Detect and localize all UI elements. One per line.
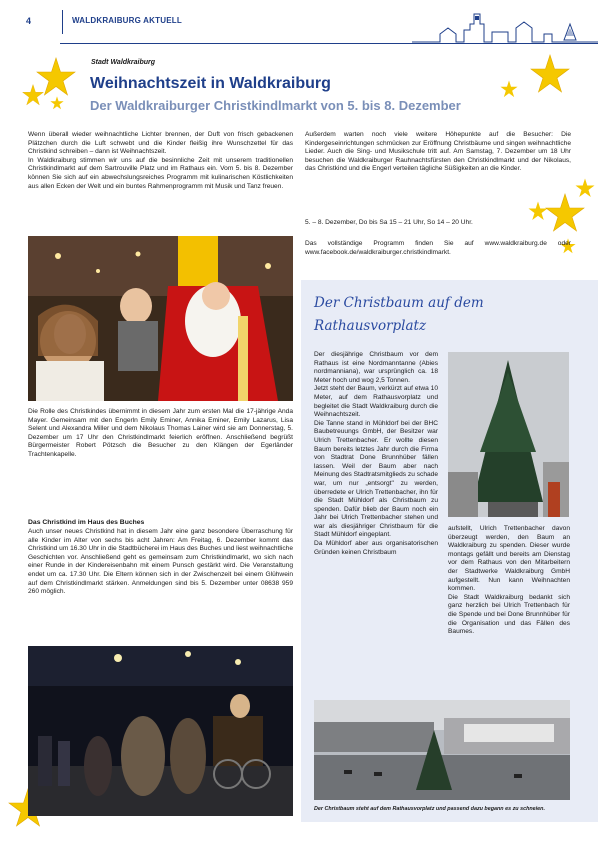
- header-divider: [62, 10, 63, 34]
- intro-text: Wenn überall wieder weihnachtliche Lichter brennen, der Duft von frisch gebackenen Plätzchen durch die Luft schwebt und die Kinder fleißig ihre Wunschzettel für das Christkind schreiben – dann ist Weihnachtszeit. In Waldkraiburg stimmen wir uns auf die besinnliche Zeit mit unserem traditionellen Christkindlmarkt auf dem Sartrouville Platz und im Rathaus ein. Vom 5. bis 8. Dezember können Sie sich auf ein abwechslungsreiches Programm mit kulinarischen Köstlichkeiten aus allen Ecken der Welt und ein buntes Rahmenprogramm mit Musik und Tanz freuen.: [28, 131, 293, 190]
- header-rule-line: [60, 43, 598, 44]
- buch-text: Auch unser neues Christkind hat in diesem Jahr eine ganz besondere Überraschung für alle Kinder im Alter von sechs bis acht Jahren: Am Freitag, 6. Dezember kommt das Christkind um 16.30 Uhr in die Stadtbücherei im Haus des Buches und liest weihnachtliche Geschichten vor. Anschließend geht es gemeinsam zum Christkindlmarkt, wo sich nach einer Runde in der Kindereisenbahn mit einem Punsch gestärkt wird. Die Veranstaltung endet um ca. 17.30 Uhr. Die Eltern können sich in der Zwischenzeit bei einem Glühwein auf dem Christkindlmarkt stärken. Anmeldungen sind bis 5. Dezember unter 08638 959 260 möglich.: [28, 528, 293, 596]
- rathausvorplatz-photo: [314, 700, 570, 800]
- star-icon: [22, 84, 44, 106]
- article-subheadline: Der Waldkraiburger Christkindlmarkt von 5. bis 8. Dezember: [90, 98, 461, 113]
- star-icon: [500, 80, 518, 98]
- star-icon: [530, 54, 570, 94]
- page-number: 4: [26, 16, 32, 26]
- christkind-text: Die Rolle des Christkindes übernimmt in diesem Jahr zum ersten Mal die 17-jährige Anda Mayer. Gemeinsam mit den Engerln Emily Eminer, Annika Eminer, Emily Lazarus, Lisa Selent und Alexandra Miller und dem Nikolaus Thomas Lainer wird sie am Donnerstag, 5. Dezember um 17 Uhr den Christkindlmarkt feierlich eröffnen. Anschließend begrüßt Bürgermeister Robert Pötzsch die Besucher zu den Klängen der Egerländer Trachtenkapelle.: [28, 408, 293, 458]
- buch-heading: Das Christkind im Haus des Buches: [28, 519, 145, 526]
- rauhnacht-parade-photo: [28, 646, 293, 816]
- box-title: Der Christbaum auf dem Rathausvorplatz: [314, 295, 484, 334]
- box-caption: Der Christbaum steht auf dem Rathausvorplatz und passend dazu begann es zu schneien.: [314, 806, 545, 812]
- star-icon: [50, 96, 64, 110]
- article-kicker: Stadt Waldkraiburg: [91, 59, 156, 66]
- article-headline: Weihnachtszeit in Waldkraiburg: [90, 75, 331, 92]
- christkind-nikolaus-photo: [28, 236, 293, 401]
- dates-text: 5. – 8. Dezember, Do bis Sa 15 – 21 Uhr, So 14 – 20 Uhr.: [305, 219, 473, 226]
- program-text: Das vollständige Programm finden Sie auf www.waldkraiburg.de oder www.facebook.de/waldkraiburger.christkindlmarkt.: [305, 240, 571, 256]
- skyline-icon: [412, 8, 598, 44]
- box-left-text: Der diesjährige Christbaum vor dem Rathaus ist eine Nordmanntanne (Abies nordmanniana), war ursprünglich ca. 18 Meter hoch und wog 2,5 Tonnen. Jetzt steht der Baum, verkürzt auf etwa 10 Meter, auf dem Rathausvorplatz und begleitet die Stadt Waldkraiburg durch die Weihnachtszeit. Die Tanne stand in Mühldorf bei der BHC Baubetreuungs GmbH, der Besitzer war Ulrich Trettenbacher. Er wollte diesen Baum bereits letztes Jahr durch die Firma von Stadtrat Done Brunnhüber fällen lassen. Weil der Baum aber nach Meinung des Stadtratsmitglieds zu schade war, um nur „entsorgt" zu werden, überredete er Ulrich Trettenbacher, ihn für die Stadt Mühldorf als Christbaum zu spenden. Dafür blieb der Baum noch ein Jahr bei Ulrich Trettenbacher stehen und war als diesjähriger Christbaum für die Stadt Mühldorf eingeplant. Da Mühldorf aber aus organisatorischen Gründen keinen Christbaum: [314, 351, 438, 556]
- box-right-text: aufstellt, Ulrich Trettenbacher davon überzeugt werden, den Baum an Waldkraiburg zu spenden. Dieser wurde montags gefällt und bereits am Dienstag vor dem Rathaus von den Mitarbeitern der Stadtwerke Waldkraiburg GmbH aufgestellt. Nun kann Weihnachten kommen. Die Stadt Waldkraiburg bedankt sich ganz herzlich bei Ulrich Trettenbach für die Spende und bei Done Brunnhüber für die Organisation und das Fällen des Baumes.: [448, 525, 570, 636]
- right-column-text: Außerdem warten noch viele weitere Höhepunkte auf die Besucher: Die Kindergeseinrichtungen schmücken zur Eröffnung Christbäume und singen weihnachtliche Lieder. Auch die Sing- und Musikschule tritt auf. Am Samstag, 7. Dezember um 18 Uhr besuchen die Waldkraiburger Rauhnachtsfürsten den Christkindlmarkt und der Nikolaus, das Christkind und die Engerl verteilen tägliche Süßigkeiten an die Kinder.: [305, 131, 571, 173]
- christbaum-photo: [448, 352, 569, 517]
- publication-title: WALDKRAIBURG AKTUELL: [72, 16, 182, 25]
- page-header: [0, 0, 598, 46]
